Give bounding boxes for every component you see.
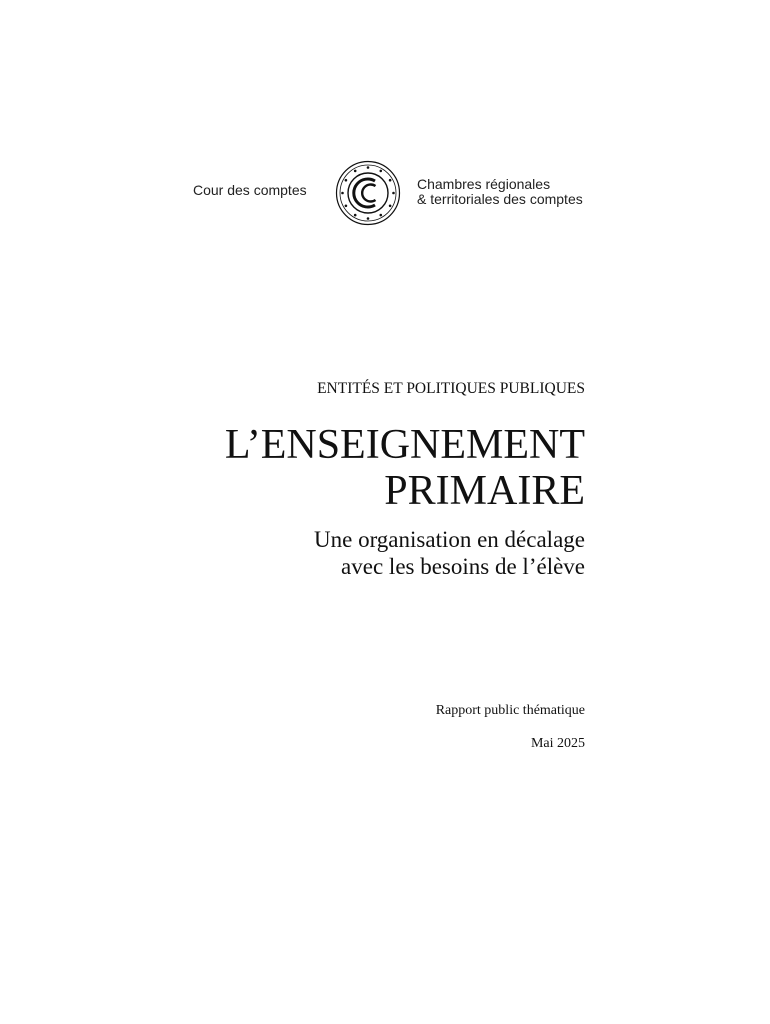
report-title	[225, 422, 585, 514]
org-right-line-1: Chambres régionales	[417, 176, 551, 192]
report-type-label: Rapport public thématique	[435, 703, 585, 718]
court-seal-icon	[335, 160, 401, 226]
subtitle-line-1: Une organisation en décalage	[314, 527, 585, 552]
title-line-1: L’ENSEIGNEMENT	[224, 422, 585, 468]
chambres-regionales-label	[417, 177, 583, 207]
report-subtitle	[314, 526, 585, 580]
collection-label: ENTITÉS ET POLITIQUES PUBLIQUES	[317, 380, 585, 397]
subtitle-line-2: avec les besoins de l’élève	[341, 554, 585, 579]
report-date: Mai 2025	[530, 736, 585, 751]
title-line-2: PRIMAIRE	[384, 468, 585, 514]
cour-des-comptes-label: Cour des comptes	[193, 182, 307, 198]
org-right-line-2: & territoriales des comptes	[417, 191, 583, 207]
cover-header	[0, 160, 770, 226]
